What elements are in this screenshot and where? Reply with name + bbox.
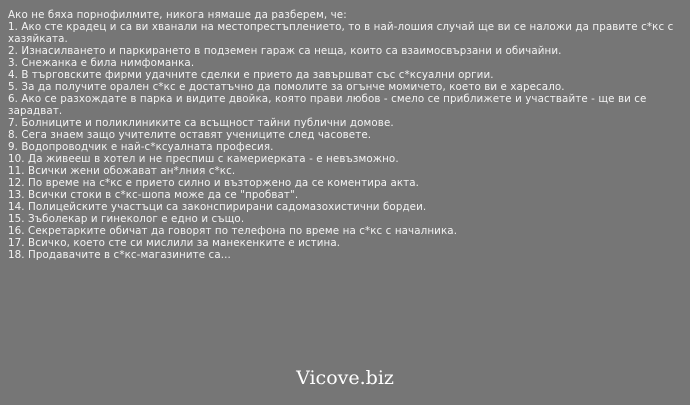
list-item: 14. Полицейските участъци са законспирирани садомазохистични бордеи. <box>8 201 427 213</box>
site-watermark: Vicove.biz <box>296 367 394 389</box>
list-item: 17. Всичко, което сте си мислили за манекенките е истина. <box>8 237 341 249</box>
list-item: 13. Всички стоки в с*кс-шопа може да се "пробват". <box>8 189 299 201</box>
list-item: 6. Ако се разхождате в парка и видите двойка, която прави любов - смело се приближете и участвайте - ще ви се зарадват. <box>8 93 647 117</box>
list-item: 9. Водопроводчик е най-с*ксуалната професия. <box>8 141 274 153</box>
list-item: 8. Сега знаем защо учителите оставят учениците след часовете. <box>8 129 372 141</box>
list-item: 18. Продавачите в с*кс-магазините са... <box>8 249 231 261</box>
list-item: 3. Снежанка е била нимфоманка. <box>8 57 195 69</box>
intro-line: Ако не бяха порнофилмите, никога нямаше да разберем, че: <box>8 9 347 21</box>
joke-text-block <box>8 9 684 261</box>
list-item: 2. Изнасилването и паркирането в подземен гараж са неща, които са взаимосвързани и обичайни. <box>8 45 562 57</box>
list-item: 10. Да живееш в хотел и не преспиш с камериерката - е невъзможно. <box>8 153 399 165</box>
list-item: 5. За да получите орален с*кс е достатъчно да помолите за огънче момичето, което ви е харесало. <box>8 81 565 93</box>
list-item: 12. По време на с*кс е прието силно и възторжено да се коментира акта. <box>8 177 420 189</box>
list-item: 15. Зъболекар и гинеколог е едно и също. <box>8 213 245 225</box>
list-item: 4. В търговските фирми удачните сделки е прието да завършват със с*ксуални оргии. <box>8 69 494 81</box>
list-item: 16. Секретарките обичат да говорят по телефона по време на с*кс с началника. <box>8 225 458 237</box>
list-item: 1. Ако сте крадец и са ви хванали на местопрестъплението, то в най-лошия случай ще ви се наложи да правите с*кс с хазяйката. <box>8 21 674 45</box>
list-item: 11. Всички жени обожават ан*лния с*кс. <box>8 165 236 177</box>
list-item: 7. Болниците и поликлиниките са всъщност тайни публични домове. <box>8 117 394 129</box>
